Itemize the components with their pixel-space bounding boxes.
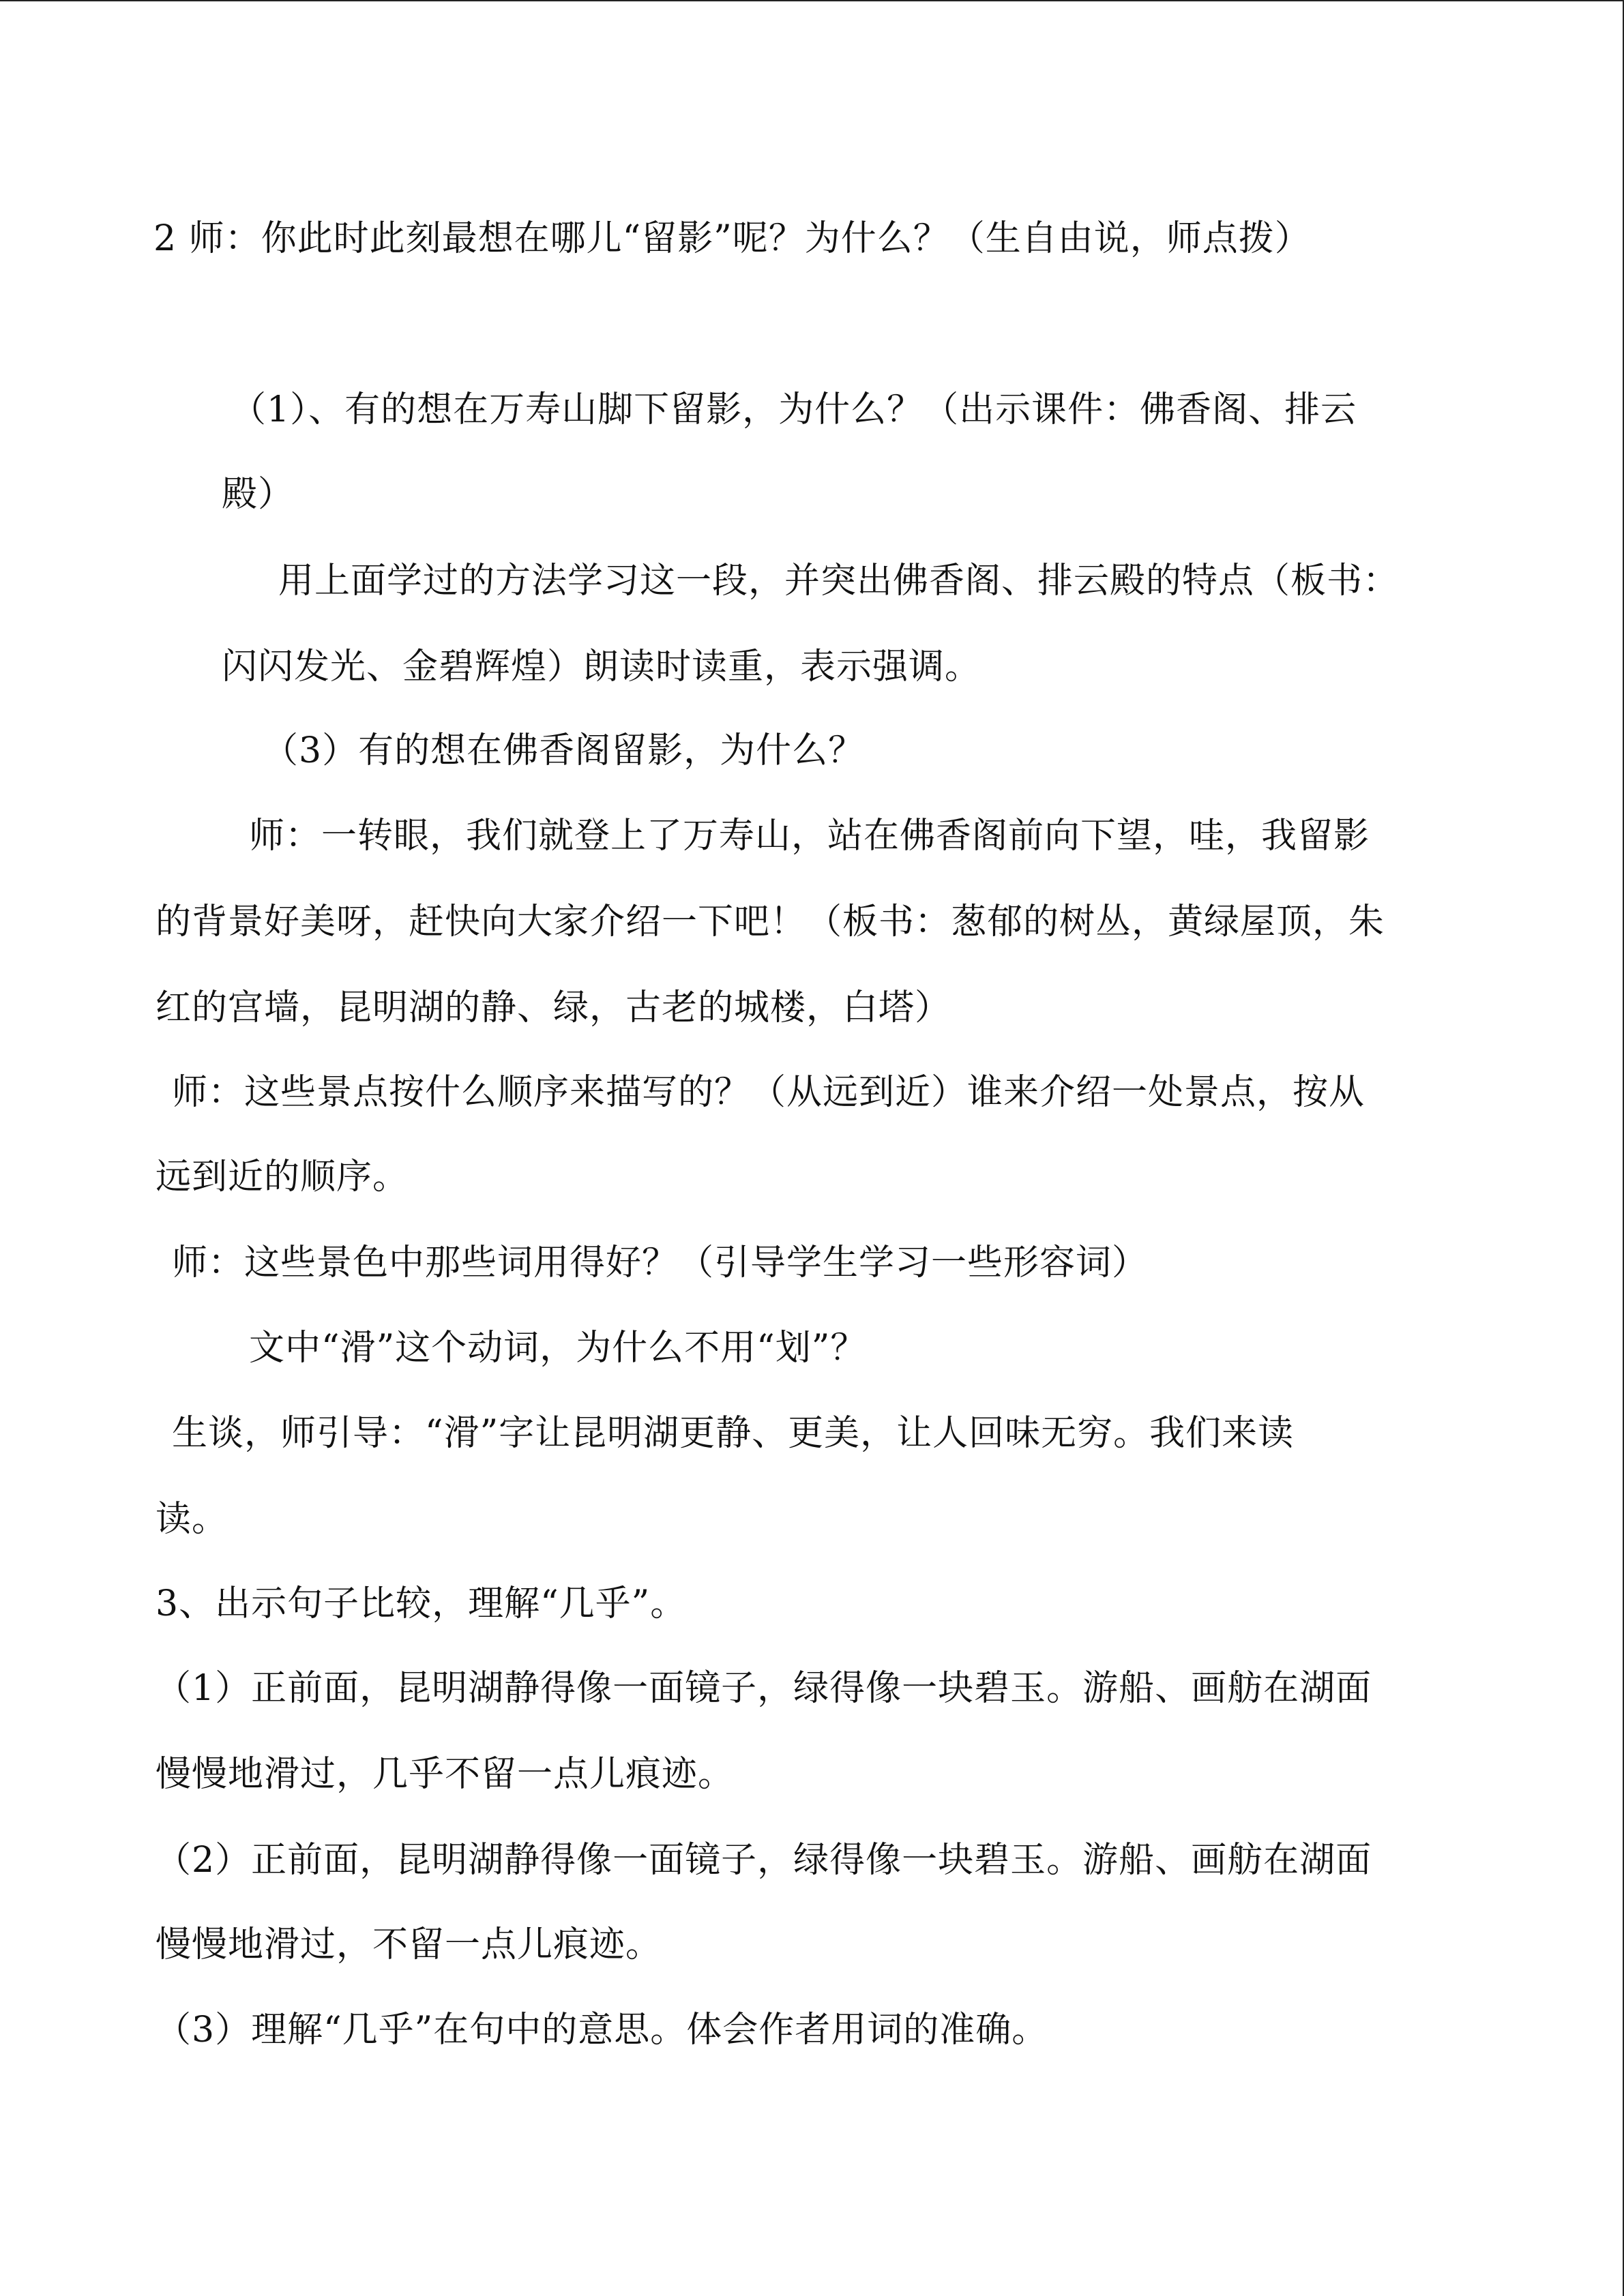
text-line: 文中“滑”这个动词，为什么不用“划”？ — [249, 1328, 867, 1369]
text-line: （1）、有的想在万寿山脚下留影，为什么？（出示课件：佛香阁、排云 — [231, 389, 1357, 430]
text-line: （3）有的想在佛香阁留影，为什么？ — [263, 730, 865, 771]
text-line: 师：这些景色中那些词用得好？（引导学生学习一些形容词） — [172, 1242, 1149, 1283]
text-line: 殿） — [222, 474, 295, 515]
text-line: （2）正前面，昆明湖静得像一面镜子，绿得像一块碧玉。游船、画舫在湖面 — [156, 1840, 1372, 1881]
text-line: 生谈，师引导：“滑”字让昆明湖更静、更美，让人回味无穷。我们来读 — [172, 1413, 1295, 1454]
text-line: 用上面学过的方法学习这一段，并突出佛香阁、排云殿的特点（板书： — [278, 561, 1400, 601]
text-line: （1）正前面，昆明湖静得像一面镜子，绿得像一块碧玉。游船、画舫在湖面 — [156, 1668, 1372, 1709]
text-line: 红的宫墙，昆明湖的静、绿，古老的城楼，白塔） — [156, 987, 951, 1028]
text-line: 的背景好美呀，赶快向大家介绍一下吧！（板书：葱郁的树丛，黄绿屋顶，朱 — [156, 901, 1385, 942]
text-line: 慢慢地滑过，不留一点儿痕迹。 — [156, 1924, 662, 1965]
text-line: 3、出示句子比较，理解“几乎”。 — [156, 1583, 687, 1624]
text-line: 读。 — [156, 1499, 228, 1540]
text-line: 师：一转眼，我们就登上了万寿山，站在佛香阁前向下望，哇，我留影 — [249, 816, 1370, 856]
text-line: 师：这些景点按什么顺序来描写的？（从远到近）谁来介绍一处景点，按从 — [172, 1072, 1365, 1113]
text-line: 慢慢地滑过，几乎不留一点儿痕迹。 — [156, 1754, 735, 1795]
text-line: （3）理解“几乎”在句中的意思。体会作者用词的准确。 — [156, 2010, 1048, 2051]
text-line: 闪闪发光、金碧辉煌）朗读时读重，表示强调。 — [222, 646, 981, 687]
page-border-top — [0, 0, 1624, 1]
text-line: 远到近的顺序。 — [156, 1157, 409, 1197]
text-line: 2 师：你此时此刻最想在哪儿“留影”呢？为什么？（生自由说，师点拨） — [153, 218, 1311, 259]
